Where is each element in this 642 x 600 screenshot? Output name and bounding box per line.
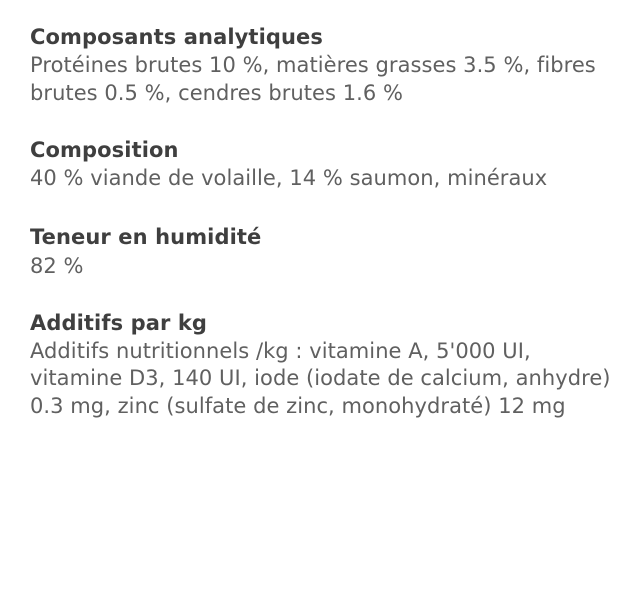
section-body-moisture-content: 82 % [30,253,84,278]
section-title-additives-per-kg: Additifs par kg [30,310,208,335]
section-body-additives-per-kg: Additifs nutritionnels /kg : vitamine A, 5'000 UI, vitamine D3, 140 UI, iode (iodate de calcium, anhydre) 0.3 mg, zinc (sulfate de zinc, monohydraté) 12 mg [30,339,611,418]
section-title-composition: Composition [30,137,179,162]
section-moisture-content [30,224,612,280]
section-title-analytical-constituents: Composants analytiques [30,25,323,49]
section-additives-per-kg [30,310,612,420]
section-body-composition: 40 % viande de volaille, 14 % saumon, minéraux [30,166,548,191]
section-body-analytical-constituents: Protéines brutes 10 %, matières grasses 3.5 %, fibres brutes 0.5 %, cendres brutes 1.6 % [30,53,596,105]
section-title-moisture-content: Teneur en humidité [30,225,262,250]
section-analytical-constituents [30,24,612,107]
section-composition [30,137,612,193]
